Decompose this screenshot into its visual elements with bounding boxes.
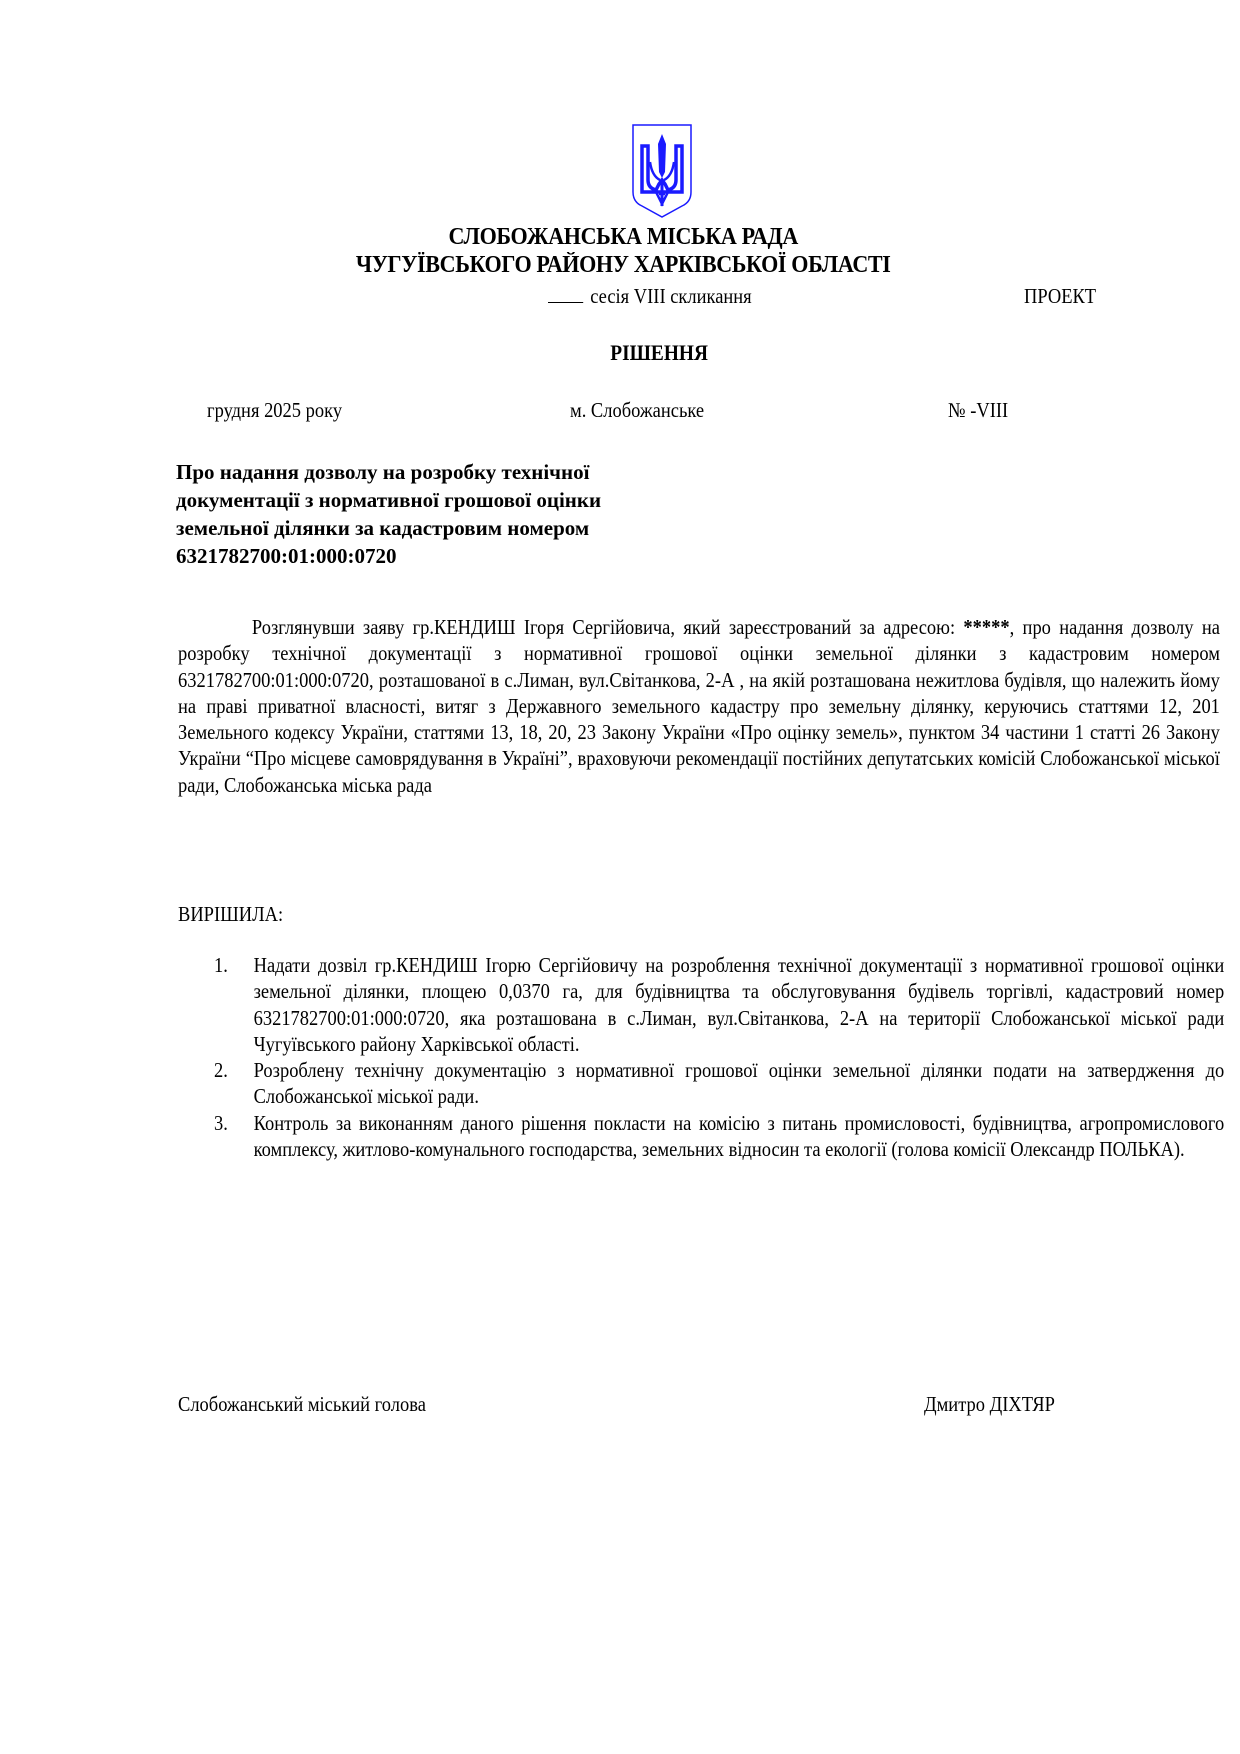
subject-line: Про надання дозволу на розробку технічної <box>176 460 590 484</box>
council-region: ЧУГУЇВСЬКОГО РАЙОНУ ХАРКІВСЬКОЇ ОБЛАСТІ <box>355 252 891 278</box>
item-text: Надати дозвіл гр.КЕНДИШ Ігорю Сергійовичу на розроблення технічної документації з нормативної грошової оцінки земельної ділянки, площею 0,0370 га, для будівництва та обслуговування будівель торгівлі, кадастровий номер 6321782700:01:000:0720, яка розташована в с.Лиман, вул.Світанкова, 2-А на території Слобожанської міської ради Чугуївського району Харківської області. <box>253 953 1225 1056</box>
session-number-blank <box>548 286 583 303</box>
resolved-label: ВИРІШИЛА: <box>178 902 284 926</box>
masked-address: ***** <box>963 615 1010 639</box>
resolution-item <box>214 1057 1224 1110</box>
decision-place: м. Слобожанське <box>570 398 705 422</box>
council-name: СЛОБОЖАНСЬКА МІСЬКА РАДА <box>448 224 798 250</box>
resolution-items <box>214 952 1224 1162</box>
item-number: 2. <box>214 1058 228 1083</box>
project-label: ПРОЕКТ <box>1024 284 1097 308</box>
decision-title: РІШЕННЯ <box>610 340 708 365</box>
decision-date: грудня 2025 року <box>207 398 343 422</box>
signer-title: Слобожанський міський голова <box>178 1392 426 1416</box>
resolution-item <box>214 1110 1224 1163</box>
item-number: 3. <box>214 1110 228 1135</box>
resolution-item <box>214 952 1224 1057</box>
item-number: 1. <box>214 953 228 977</box>
ukraine-trident-emblem-icon <box>630 122 694 220</box>
session-line <box>548 284 752 309</box>
subject-line: документації з нормативної грошової оцінки <box>176 488 602 512</box>
preamble-start: Розглянувши заяву гр.КЕНДИШ Ігоря Сергійовича, який зареєстрований за адресою: <box>251 615 964 639</box>
item-text: Контроль за виконанням даного рішення покласти на комісію з питань промисловості, будівництва, агропромислового комплексу, житлово-комунального господарства, земельних відносин та екології (голова комісії Олександр ПОЛЬКА). <box>253 1110 1225 1162</box>
item-text: Розроблену технічну документацію з нормативної грошової оцінки земельної ділянки подати на затвердження до Слобожанської міської ради. <box>253 1058 1225 1109</box>
signer-name: Дмитро ДІХТЯР <box>924 1392 1055 1416</box>
preamble-paragraph <box>178 614 1220 798</box>
preamble-rest: , про надання дозволу на розробку технічної документації з нормативної грошової оцінки земельної ділянки з кадастровим номером 6321782700:01:000:0720, розташованої в с.Лиман, вул.Світанкова, 2-А , на якій розташована нежитлова будівля, що належить йому на праві приватної власності, витяг з Державного земельного кадастру про земельну ділянку, керуючись статтями 12, 201 Земельного кодексу України, статтями 13, 18, 20, 23 Закону України «Про оцінку земель», пунктом 34 частини 1 статті 26 Закону України “Про місцеве самоврядування в Україні”, враховуючи рекомендації постійних депутатських комісій Слобожанської міської ради, Слобожанська міська рада <box>178 615 1220 797</box>
session-text: сесія VIII скликання <box>590 284 752 308</box>
decision-subject <box>176 458 736 570</box>
subject-line: 6321782700:01:000:0720 <box>176 544 397 568</box>
decision-number: № -VIII <box>948 398 1009 422</box>
subject-line: земельної ділянки за кадастровим номером <box>176 516 590 540</box>
